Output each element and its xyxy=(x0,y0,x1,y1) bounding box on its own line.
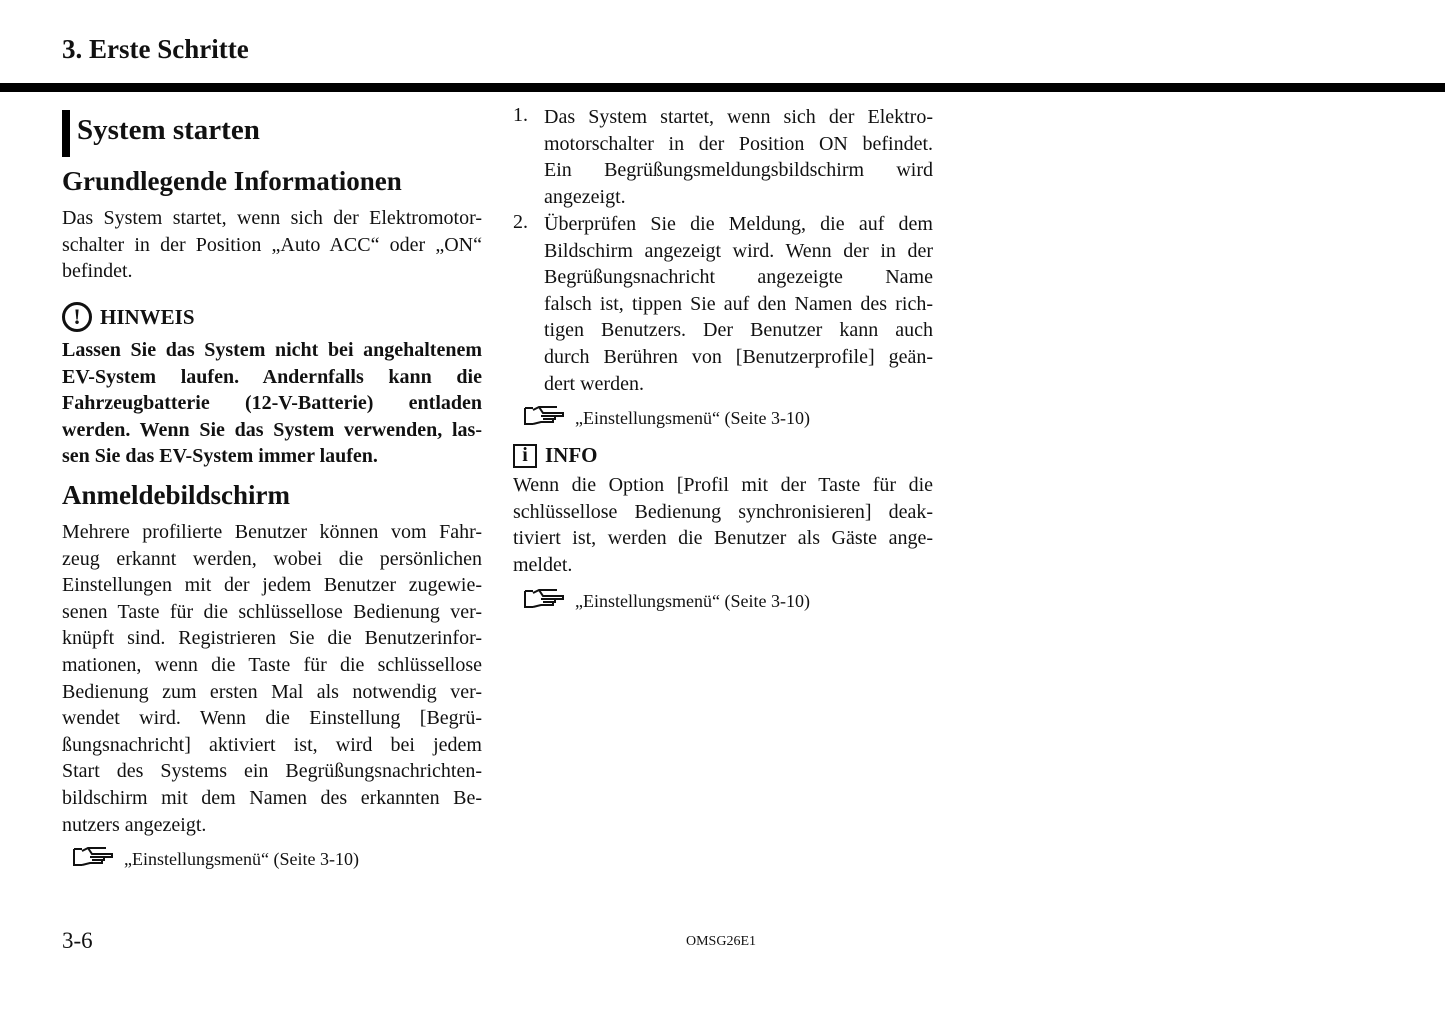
text-line: schlüssellose Bedienung synchronisieren] deak- xyxy=(513,500,933,523)
text-line: Das System startet, wenn sich der Elektro- xyxy=(544,106,933,128)
reference-link[interactable] xyxy=(523,404,810,433)
exclamation-circle-icon: ! xyxy=(62,302,92,332)
step-number: 1. xyxy=(513,104,528,126)
text-line: angezeigt. xyxy=(544,185,626,208)
info-box-icon: i xyxy=(513,444,537,468)
chapter-title: 3. Erste Schritte xyxy=(62,34,249,64)
pointing-hand-icon xyxy=(523,587,567,616)
text-line: befindet. xyxy=(62,260,133,283)
text-line: wendet wird. Wenn die Einstellung [Begrü- xyxy=(62,707,482,730)
intro-paragraph xyxy=(62,205,482,285)
section-marker xyxy=(62,110,70,157)
info-heading xyxy=(513,443,598,468)
step-text xyxy=(544,104,933,210)
page-number: 3-6 xyxy=(62,928,93,953)
notice-label: HINWEIS xyxy=(100,304,195,329)
text-line: Einstellungen mit der jedem Benutzer zugewie- xyxy=(62,574,482,597)
text-line: bildschirm mit dem Namen des erkannten Be- xyxy=(62,786,482,809)
text-line: Überprüfen Sie die Meldung, die auf dem xyxy=(544,213,933,235)
info-label: INFO xyxy=(545,443,598,467)
reference-link[interactable] xyxy=(523,587,810,616)
text-line: meldet. xyxy=(513,553,573,576)
text-line: nutzers angezeigt. xyxy=(62,813,207,836)
text-line: schalter in der Position „Auto ACC“ oder „ON“ xyxy=(62,233,482,256)
text-line: tigen Benutzers. Der Benutzer kann auch xyxy=(544,319,933,342)
step-text xyxy=(544,211,933,397)
reference-text: „Einstellungsmenü“ (Seite 3-10) xyxy=(575,408,810,428)
header-divider xyxy=(0,83,1445,92)
text-line: Wenn die Option [Profil mit der Taste für die xyxy=(513,474,933,496)
notice-heading xyxy=(62,302,195,332)
reference-text: „Einstellungsmenü“ (Seite 3-10) xyxy=(124,849,359,869)
text-line: Mehrere profilierte Benutzer können vom Fahr- xyxy=(62,521,482,543)
text-line: Begrüßungsnachricht angezeigte Name xyxy=(544,266,933,289)
text-line: durch Berühren von [Benutzerprofile] geän- xyxy=(544,345,933,368)
step-number: 2. xyxy=(513,211,528,233)
text-line: Lassen Sie das System nicht bei angehaltenem xyxy=(62,339,482,361)
text-line: EV-System laufen. Andernfalls kann die xyxy=(62,365,482,388)
section-title: System starten xyxy=(77,114,260,146)
heading-grundlegende-informationen: Grundlegende Informationen xyxy=(62,166,402,196)
text-line: Bildschirm angezeigt wird. Wenn der in der xyxy=(544,239,933,262)
text-line: knüpft sind. Registrieren Sie die Benutzerinfor- xyxy=(62,627,482,650)
step-1 xyxy=(513,104,933,214)
text-line: dert werden. xyxy=(544,372,644,395)
document-code: OMSG26E1 xyxy=(686,934,757,949)
text-line: ßungsnachricht] aktiviert ist, wird bei jedem xyxy=(62,733,482,756)
text-line: werden. Wenn Sie das System verwenden, las- xyxy=(62,418,482,441)
heading-anmeldebildschirm: Anmeldebildschirm xyxy=(62,480,291,510)
info-text xyxy=(513,472,933,578)
text-line: zeug erkannt werden, wobei die persönlichen xyxy=(62,547,482,570)
pointing-hand-icon xyxy=(523,404,567,433)
notice-text xyxy=(62,337,482,470)
text-line: falsch ist, tippen Sie auf den Namen des rich- xyxy=(544,292,933,315)
text-line: Fahrzeugbatterie (12-V-Batterie) entladen xyxy=(62,392,482,415)
text-line: sen Sie das EV-System immer laufen. xyxy=(62,445,378,468)
text-line: Ein Begrüßungsmeldungsbildschirm wird xyxy=(544,159,933,182)
reference-link[interactable] xyxy=(72,845,359,874)
login-paragraph xyxy=(62,519,482,838)
pointing-hand-icon xyxy=(72,845,116,874)
text-line: motorschalter in der Position ON befindet. xyxy=(544,132,933,155)
text-line: tiviert ist, werden die Benutzer als Gäste ange- xyxy=(513,527,933,550)
text-line: mationen, wenn die Taste für die schlüssellose xyxy=(62,653,482,676)
text-line: Start des Systems ein Begrüßungsnachrichten- xyxy=(62,760,482,783)
text-line: Bedienung zum ersten Mal als notwendig ver- xyxy=(62,680,482,703)
reference-text: „Einstellungsmenü“ (Seite 3-10) xyxy=(575,591,810,611)
text-line: Das System startet, wenn sich der Elektromotor- xyxy=(62,207,482,229)
text-line: senen Taste für die schlüssellose Bedienung ver- xyxy=(62,600,482,623)
step-2 xyxy=(513,211,933,401)
